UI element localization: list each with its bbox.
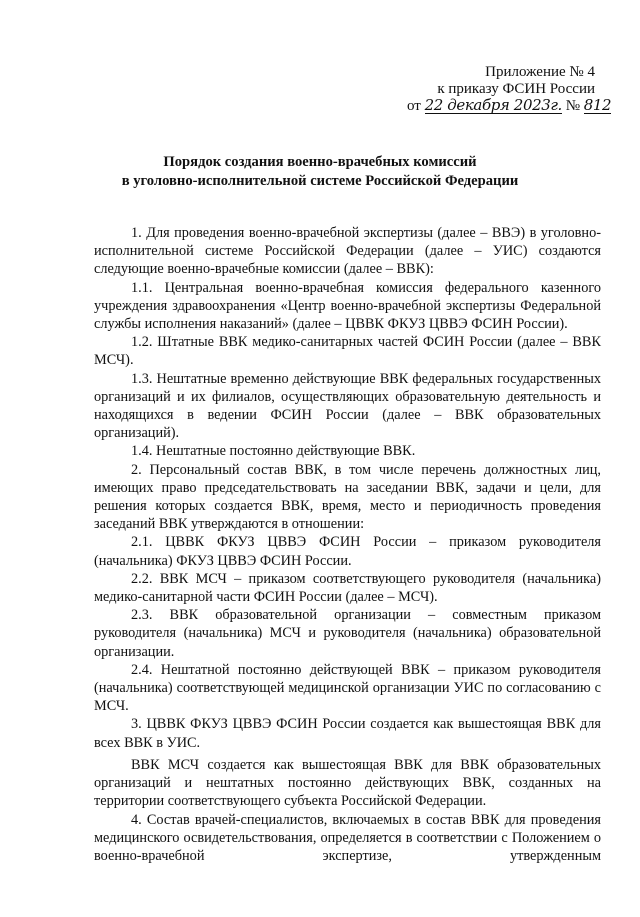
document-title	[0, 153, 640, 190]
order-reference: к приказу ФСИН России	[437, 81, 595, 97]
title-line-1: Порядок создания военно-врачебных комиссий	[163, 154, 477, 170]
paragraph-4: 4. Состав врачей-специалистов, включаемых в состав ВВК для проведения медицинского освидетельствования, определяется в соответствии с Положением о военно-врачебной экспертизе, утвержденным	[94, 811, 601, 864]
handwritten-date: 22 декабря 2023г.	[424, 96, 562, 114]
appendix-number: Приложение № 4	[485, 64, 595, 80]
number-label: №	[565, 98, 580, 114]
paragraph-3: 3. ЦВВК ФКУЗ ЦВВЭ ФСИН России создается как вышестоящая ВВК для всех ВВК в УИС.	[94, 716, 601, 751]
title-line-2: в уголовно-исполнительной системе Российской Федерации	[121, 172, 519, 189]
paragraph-1-4: 1.4. Нештатные постоянно действующие ВВК.	[131, 443, 416, 460]
paragraph-2-1: 2.1. ЦВВК ФКУЗ ЦВВЭ ФСИН России – приказом руководителя (начальника) ФКУЗ ЦВВЭ ФСИН России.	[94, 534, 601, 569]
order-date-line	[400, 96, 612, 115]
ot-label: от	[407, 98, 421, 114]
document-body	[94, 224, 601, 865]
paragraph-2-3: 2.3. ВВК образовательной организации – совместным приказом руководителя (начальника) МСЧ и руководителя (начальника) образовательной организации.	[94, 607, 601, 660]
appendix-header	[400, 64, 612, 115]
paragraph-3-cont: ВВК МСЧ создается как вышестоящая ВВК для ВВК образовательных организаций и нештатных постоянно действующих ВВК, созданных на территории соответствующего субъекта Российской Федерации.	[94, 756, 601, 810]
paragraph-1: 1. Для проведения военно-врачебной экспертизы (далее – ВВЭ) в уголовно-исполнительной системе Российской Федерации (далее – УИС) создаются следующие военно-врачебные комиссии (далее – ВВК):	[94, 225, 601, 278]
paragraph-1-1: 1.1. Центральная военно-врачебная комиссия федерального казенного учреждения здравоохранения «Центр военно-врачебной экспертизы Федеральной службы исполнения наказаний» (далее – ЦВВК ФКУЗ ЦВВЭ ФСИН России).	[94, 279, 601, 333]
paragraph-2: 2. Персональный состав ВВК, в том числе перечень должностных лиц, имеющих право председательствовать на заседании ВВК, задачи и цели, для решения которых создается ВВК, время, место и периодичность проведения заседаний ВВК утверждаются в отношении:	[94, 461, 601, 533]
paragraph-1-2: 1.2. Штатные ВВК медико-санитарных частей ФСИН России (далее – ВВК МСЧ).	[94, 334, 601, 369]
paragraph-1-3: 1.3. Нештатные временно действующие ВВК федеральных государственных организаций и их филиалов, осуществляющих образовательную деятельность и находящихся в ведении ФСИН России (далее – ВВК образовательных организаций).	[94, 370, 601, 442]
handwritten-order-number: 812	[583, 96, 612, 114]
paragraph-2-4: 2.4. Нештатной постоянно действующей ВВК – приказом руководителя (начальника) соответствующей медицинской организации УИС по согласованию с МСЧ.	[94, 661, 601, 715]
paragraph-2-2: 2.2. ВВК МСЧ – приказом соответствующего руководителя (начальника) медико-санитарной части ФСИН России (далее – МСЧ).	[94, 570, 601, 606]
